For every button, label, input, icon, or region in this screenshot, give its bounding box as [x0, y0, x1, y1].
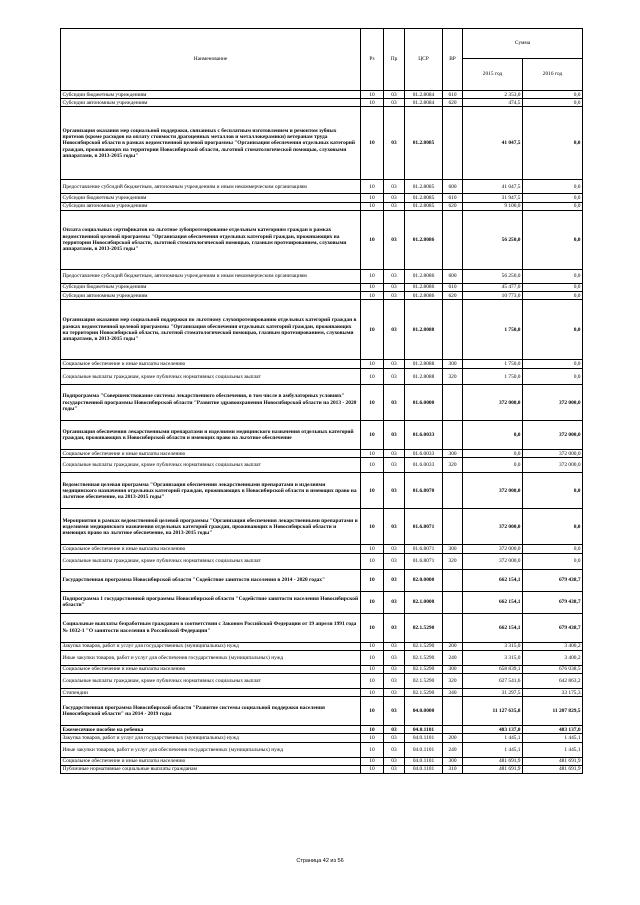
cell-sum-2015: 372 000,0	[463, 385, 523, 421]
cell-sum-2016: 0,0	[523, 180, 583, 194]
table-row	[61, 553, 583, 569]
table-body	[61, 91, 583, 774]
cell-sum-2015: 483 137,0	[463, 726, 523, 734]
cell-csr: 01.2.8088	[405, 300, 443, 360]
table-row	[61, 742, 583, 757]
cell-vr: 620	[443, 292, 463, 300]
cell-sum-2015: 0,0	[463, 458, 523, 473]
cell-sum-2015: 481 691,9	[463, 765, 523, 773]
cell-rz: 10	[361, 591, 384, 613]
cell-vr	[443, 591, 463, 613]
cell-pr: 03	[384, 360, 405, 369]
cell-sum-2016: 372 000,0	[523, 450, 583, 458]
cell-pr: 03	[384, 665, 405, 673]
cell-csr: 02.1.5290	[405, 650, 443, 665]
cell-name: Социальные выплаты гражданам, кроме публичных нормативных социальных выплат	[61, 369, 361, 385]
cell-rz: 10	[361, 742, 384, 757]
cell-sum-2015: 0,0	[463, 450, 523, 458]
cell-sum-2015: 2 353,0	[463, 91, 523, 99]
table-row	[61, 450, 583, 458]
table-row	[61, 734, 583, 742]
table-row	[61, 545, 583, 553]
cell-pr: 03	[384, 421, 405, 450]
cell-csr: 01.6.8071	[405, 545, 443, 553]
cell-rz: 10	[361, 650, 384, 665]
cell-pr: 03	[384, 689, 405, 697]
cell-csr: 01.6.0000	[405, 385, 443, 421]
cell-csr: 01.2.8086	[405, 283, 443, 291]
cell-sum-2016: 0,0	[523, 369, 583, 385]
cell-pr: 03	[384, 180, 405, 194]
cell-rz: 10	[361, 458, 384, 473]
cell-pr: 03	[384, 458, 405, 473]
cell-csr: 04.0.1101	[405, 726, 443, 734]
cell-sum-2016: 679 438,7	[523, 569, 583, 591]
header-name: Наименование	[61, 29, 361, 91]
cell-pr: 03	[384, 509, 405, 545]
cell-name: Государственная программа Новосибирской области "Развитие системы социальной поддержки населения Новосибирской области" на 2014 - 2019 годы	[61, 697, 361, 726]
cell-name: Подпрограмма 1 государственной программы Новосибирской области "Содействие занятости населения Новосибирской области"	[61, 591, 361, 613]
table-row	[61, 369, 583, 385]
cell-vr: 620	[443, 202, 463, 210]
cell-sum-2016: 11 207 829,5	[523, 697, 583, 726]
cell-vr: 300	[443, 665, 463, 673]
cell-vr: 340	[443, 689, 463, 697]
cell-sum-2015: 1 445,1	[463, 734, 523, 742]
cell-sum-2015: 1 750,0	[463, 360, 523, 369]
cell-pr: 03	[384, 569, 405, 591]
cell-name: Государственная программа Новосибирской области "Содействие занятости населения в 2014 - 2020 годах"	[61, 569, 361, 591]
cell-vr	[443, 300, 463, 360]
cell-pr: 03	[384, 202, 405, 210]
cell-rz: 10	[361, 613, 384, 642]
table-row	[61, 642, 583, 650]
cell-sum-2016: 0,0	[523, 210, 583, 269]
cell-name: Стипендии	[61, 689, 361, 697]
cell-vr: 320	[443, 553, 463, 569]
cell-rz: 10	[361, 697, 384, 726]
cell-sum-2015: 658 839,1	[463, 665, 523, 673]
cell-sum-2016: 0,0	[523, 553, 583, 569]
cell-vr	[443, 697, 463, 726]
cell-sum-2015: 41 047,5	[463, 180, 523, 194]
cell-csr: 02.1.5290	[405, 642, 443, 650]
cell-name: Предоставление субсидий бюджетным, автономным учреждениям и иным некоммерческим организациям	[61, 269, 361, 283]
cell-vr	[443, 385, 463, 421]
cell-rz: 10	[361, 545, 384, 553]
cell-sum-2016: 0,0	[523, 99, 583, 107]
cell-rz: 10	[361, 689, 384, 697]
table-row	[61, 421, 583, 450]
cell-sum-2015: 662 154,1	[463, 569, 523, 591]
cell-sum-2015: 10 773,0	[463, 292, 523, 300]
cell-pr: 03	[384, 450, 405, 458]
cell-pr: 03	[384, 369, 405, 385]
cell-sum-2016: 0,0	[523, 107, 583, 180]
cell-name: Социальное обеспечение и иные выплаты населению	[61, 665, 361, 673]
cell-pr: 03	[384, 300, 405, 360]
cell-sum-2015: 481 691,9	[463, 757, 523, 765]
cell-vr: 620	[443, 99, 463, 107]
cell-sum-2016: 679 438,7	[523, 613, 583, 642]
cell-sum-2015: 1 750,0	[463, 369, 523, 385]
cell-pr: 03	[384, 283, 405, 291]
cell-name: Социальное обеспечение и иные выплаты населению	[61, 360, 361, 369]
cell-pr: 03	[384, 642, 405, 650]
cell-vr: 600	[443, 180, 463, 194]
cell-sum-2016: 372 000,0	[523, 385, 583, 421]
cell-csr: 01.2.8088	[405, 360, 443, 369]
cell-vr: 310	[443, 765, 463, 773]
cell-csr: 01.2.8086	[405, 292, 443, 300]
cell-sum-2016: 0,0	[523, 360, 583, 369]
cell-name: Ежемесячное пособие на ребенка	[61, 726, 361, 734]
cell-csr: 01.2.8085	[405, 194, 443, 202]
cell-sum-2016: 0,0	[523, 202, 583, 210]
cell-sum-2015: 9 100,0	[463, 202, 523, 210]
cell-name: Закупка товаров, работ и услуг для государственных (муниципальных) нужд	[61, 642, 361, 650]
cell-name: Социальные выплаты безработным гражданам в соответствии с Законом Российской Федерации от 19 апреля 1991 года № 1032-1 "О занятости населения в Российской Федерации"	[61, 613, 361, 642]
cell-sum-2016: 0,0	[523, 91, 583, 99]
table-row	[61, 473, 583, 509]
cell-pr: 03	[384, 553, 405, 569]
cell-csr: 01.2.8084	[405, 91, 443, 99]
cell-csr: 01.6.0033	[405, 421, 443, 450]
cell-sum-2015: 56 250,0	[463, 269, 523, 283]
cell-name: Мероприятия в рамках ведомственной целевой программы "Организация обеспечения лекарственными препаратами и изделиями медицинского назначения отдельных категорий граждан, проживающих в Новосибирской области и имеющих право на льготное обеспечение, на 2013-2015 годы"	[61, 509, 361, 545]
cell-pr: 03	[384, 613, 405, 642]
cell-pr: 03	[384, 757, 405, 765]
cell-name: Публичные нормативные социальные выплаты гражданам	[61, 765, 361, 773]
cell-sum-2016: 0,0	[523, 194, 583, 202]
cell-rz: 10	[361, 180, 384, 194]
cell-sum-2016: 33 175,3	[523, 689, 583, 697]
cell-sum-2015: 662 154,1	[463, 613, 523, 642]
cell-rz: 10	[361, 421, 384, 450]
cell-vr: 240	[443, 650, 463, 665]
cell-sum-2016: 372 000,0	[523, 421, 583, 450]
cell-rz: 10	[361, 369, 384, 385]
cell-csr: 01.2.8086	[405, 210, 443, 269]
cell-sum-2016: 676 038,5	[523, 665, 583, 673]
cell-csr: 01.2.8085	[405, 180, 443, 194]
cell-name: Закупка товаров, работ и услуг для государственных (муниципальных) нужд	[61, 734, 361, 742]
cell-csr: 01.2.8085	[405, 202, 443, 210]
cell-sum-2015: 372 000,0	[463, 509, 523, 545]
header-sum: Сумма	[463, 29, 583, 59]
table-row	[61, 292, 583, 300]
table-row	[61, 99, 583, 107]
header-vr: ВР	[443, 29, 463, 91]
cell-sum-2015: 474,5	[463, 99, 523, 107]
header-pr: Пр	[384, 29, 405, 91]
cell-rz: 10	[361, 283, 384, 291]
table-row	[61, 202, 583, 210]
cell-rz: 10	[361, 450, 384, 458]
cell-rz: 10	[361, 385, 384, 421]
cell-sum-2016: 0,0	[523, 283, 583, 291]
table-row	[61, 269, 583, 283]
cell-name: Ведомственная целевая программа "Организация обеспечения лекарственными препаратами и изделиями медицинского назначения отдельных категорий граждан, проживающих в Новосибирской области и имеющих право на льготное обеспечение, на 2013-2015 годы"	[61, 473, 361, 509]
cell-csr: 02.1.0000	[405, 591, 443, 613]
table-row	[61, 689, 583, 697]
cell-name: Организация оказания мер социальной поддержки по льготному слухопротезированию отдельных категорий граждан в рамках ведомственной целевой программы "Организация обеспечения отдельных категорий граждан, проживающих на территории Новосибирской области, льготной стоматологической помощью, глазным протезированием, слуховыми аппаратами, в 2013-2015 годы"	[61, 300, 361, 360]
table-row	[61, 726, 583, 734]
header-csr: ЦСР	[405, 29, 443, 91]
cell-pr: 03	[384, 385, 405, 421]
cell-sum-2016: 0,0	[523, 473, 583, 509]
table-row	[61, 591, 583, 613]
cell-sum-2015: 41 047,5	[463, 107, 523, 180]
cell-csr: 01.6.8070	[405, 473, 443, 509]
cell-sum-2015: 31 297,5	[463, 689, 523, 697]
cell-sum-2016: 3 400,2	[523, 642, 583, 650]
table-row	[61, 180, 583, 194]
cell-pr: 03	[384, 545, 405, 553]
cell-pr: 03	[384, 650, 405, 665]
cell-rz: 10	[361, 107, 384, 180]
cell-name: Социальное обеспечение и иные выплаты населению	[61, 450, 361, 458]
table-row	[61, 91, 583, 99]
cell-pr: 03	[384, 292, 405, 300]
cell-sum-2015: 372 000,0	[463, 473, 523, 509]
cell-name: Предоставление субсидий бюджетным, автономным учреждениям и иным некоммерческим организациям	[61, 180, 361, 194]
cell-sum-2016: 481 691,9	[523, 765, 583, 773]
cell-pr: 03	[384, 591, 405, 613]
cell-csr: 01.6.8071	[405, 509, 443, 545]
cell-vr	[443, 473, 463, 509]
table-row	[61, 300, 583, 360]
cell-pr: 03	[384, 765, 405, 773]
cell-vr: 300	[443, 545, 463, 553]
cell-sum-2016: 0,0	[523, 292, 583, 300]
cell-vr: 300	[443, 757, 463, 765]
cell-pr: 03	[384, 742, 405, 757]
cell-sum-2016: 0,0	[523, 269, 583, 283]
cell-pr: 03	[384, 726, 405, 734]
cell-name: Социальные выплаты гражданам, кроме публичных нормативных социальных выплат	[61, 458, 361, 473]
cell-csr: 01.2.8086	[405, 269, 443, 283]
cell-csr: 02.1.5290	[405, 665, 443, 673]
table-row	[61, 360, 583, 369]
cell-pr: 03	[384, 99, 405, 107]
cell-vr	[443, 421, 463, 450]
cell-csr: 04.0.1101	[405, 742, 443, 757]
table-row	[61, 665, 583, 673]
cell-sum-2015: 56 250,0	[463, 210, 523, 269]
table-row	[61, 194, 583, 202]
cell-csr: 01.6.0033	[405, 450, 443, 458]
cell-sum-2016: 0,0	[523, 545, 583, 553]
cell-sum-2015: 11 127 635,8	[463, 697, 523, 726]
cell-sum-2015: 662 154,1	[463, 591, 523, 613]
cell-sum-2015: 31 947,5	[463, 194, 523, 202]
cell-vr: 320	[443, 458, 463, 473]
cell-name: Социальные выплаты гражданам, кроме публичных нормативных социальных выплат	[61, 674, 361, 689]
cell-sum-2016: 372 000,0	[523, 458, 583, 473]
cell-rz: 10	[361, 569, 384, 591]
cell-csr: 02.1.5290	[405, 689, 443, 697]
cell-pr: 03	[384, 107, 405, 180]
cell-rz: 10	[361, 300, 384, 360]
cell-csr: 01.6.8071	[405, 553, 443, 569]
cell-pr: 03	[384, 91, 405, 99]
cell-pr: 03	[384, 697, 405, 726]
cell-sum-2015: 45 477,0	[463, 283, 523, 291]
cell-name: Субсидии бюджетным учреждениям	[61, 283, 361, 291]
cell-name: Подпрограмма "Совершенствование системы лекарственного обеспечения, в том числе в амбулаторных условиях" государственной программы Новосибирской области "Развитие здравоохранения Новосибирской области на 2013 - 2020 годы"	[61, 385, 361, 421]
cell-name: Субсидии бюджетным учреждениям	[61, 91, 361, 99]
cell-rz: 10	[361, 734, 384, 742]
cell-csr: 01.2.8085	[405, 107, 443, 180]
cell-csr: 02.0.0000	[405, 569, 443, 591]
cell-vr	[443, 726, 463, 734]
cell-vr: 300	[443, 360, 463, 369]
table-row	[61, 697, 583, 726]
cell-csr: 04.0.0000	[405, 697, 443, 726]
table-row	[61, 674, 583, 689]
cell-vr: 610	[443, 194, 463, 202]
cell-sum-2015: 1 445,1	[463, 742, 523, 757]
cell-rz: 10	[361, 202, 384, 210]
cell-rz: 10	[361, 642, 384, 650]
cell-pr: 03	[384, 210, 405, 269]
cell-csr: 01.2.8084	[405, 99, 443, 107]
cell-rz: 10	[361, 360, 384, 369]
cell-vr: 320	[443, 674, 463, 689]
document-page	[60, 28, 582, 774]
cell-csr: 04.0.1101	[405, 765, 443, 773]
cell-sum-2016: 1 445,1	[523, 734, 583, 742]
cell-sum-2016: 483 137,0	[523, 726, 583, 734]
cell-pr: 03	[384, 269, 405, 283]
cell-csr: 02.1.5290	[405, 674, 443, 689]
cell-vr	[443, 210, 463, 269]
cell-sum-2016: 0,0	[523, 509, 583, 545]
cell-name: Субсидии автономным учреждениям	[61, 292, 361, 300]
cell-name: Социальное обеспечение и иные выплаты населению	[61, 757, 361, 765]
cell-vr	[443, 613, 463, 642]
cell-name: Иные закупки товаров, работ и услуг для обеспечения государственных (муниципальных) нужд	[61, 650, 361, 665]
budget-table	[60, 28, 583, 774]
table-row	[61, 385, 583, 421]
cell-sum-2016: 1 445,1	[523, 742, 583, 757]
cell-csr: 01.6.0033	[405, 458, 443, 473]
cell-vr: 240	[443, 742, 463, 757]
cell-sum-2016: 481 691,9	[523, 757, 583, 765]
cell-vr: 600	[443, 269, 463, 283]
cell-vr	[443, 509, 463, 545]
cell-name: Социальное обеспечение и иные выплаты населению	[61, 545, 361, 553]
table-row	[61, 569, 583, 591]
table-row	[61, 650, 583, 665]
table-row	[61, 210, 583, 269]
cell-sum-2015: 372 000,0	[463, 545, 523, 553]
cell-rz: 10	[361, 210, 384, 269]
cell-sum-2016: 679 438,7	[523, 591, 583, 613]
cell-rz: 10	[361, 292, 384, 300]
cell-sum-2015: 0,0	[463, 421, 523, 450]
table-row	[61, 613, 583, 642]
table-row	[61, 458, 583, 473]
cell-rz: 10	[361, 674, 384, 689]
table-row	[61, 283, 583, 291]
cell-rz: 10	[361, 509, 384, 545]
cell-name: Субсидии автономным учреждениям	[61, 99, 361, 107]
cell-sum-2015: 1 750,0	[463, 300, 523, 360]
cell-vr	[443, 107, 463, 180]
cell-rz: 10	[361, 91, 384, 99]
cell-rz: 10	[361, 665, 384, 673]
cell-name: Социальные выплаты гражданам, кроме публичных нормативных социальных выплат	[61, 553, 361, 569]
page-footer: Страница 42 из 56	[296, 858, 344, 864]
cell-name: Организация обеспечения лекарственными препаратами и изделиями медицинского назначения отдельных категорий граждан, проживающих в Новосибирской области и имеющих право на льготное обеспечение	[61, 421, 361, 450]
cell-csr: 01.2.8088	[405, 369, 443, 385]
cell-rz: 10	[361, 99, 384, 107]
cell-rz: 10	[361, 269, 384, 283]
header-year-2015: 2015 год	[463, 59, 523, 91]
cell-sum-2015: 3 315,0	[463, 650, 523, 665]
cell-vr: 200	[443, 642, 463, 650]
cell-name: Субсидии бюджетным учреждениям	[61, 194, 361, 202]
cell-pr: 03	[384, 473, 405, 509]
cell-pr: 03	[384, 674, 405, 689]
cell-vr: 320	[443, 369, 463, 385]
cell-rz: 10	[361, 194, 384, 202]
cell-pr: 03	[384, 734, 405, 742]
table-row	[61, 107, 583, 180]
cell-rz: 10	[361, 473, 384, 509]
header-year-2016: 2016 год	[523, 59, 583, 91]
header-rz: Рз	[361, 29, 384, 91]
cell-rz: 10	[361, 553, 384, 569]
cell-sum-2016: 0,0	[523, 300, 583, 360]
cell-name: Иные закупки товаров, работ и услуг для обеспечения государственных (муниципальных) нужд	[61, 742, 361, 757]
cell-vr: 610	[443, 91, 463, 99]
cell-vr: 610	[443, 283, 463, 291]
cell-sum-2015: 372 000,0	[463, 553, 523, 569]
cell-vr	[443, 569, 463, 591]
table-row	[61, 509, 583, 545]
cell-vr: 300	[443, 450, 463, 458]
cell-name: Организация оказания мер социальной поддержки, связанных с бесплатным изготовлением и ремонтом зубных протезов (кроме расходов на оплату стоимости драгоценных металлов и металлокерамики) ветеранам труда Новосибирской области в рамках ведомственной целевой программы "Организация обеспечения отдельных категорий граждан, проживающих на территории Новосибирской области, льготной стоматологической помощью, слуховыми аппаратами, в 2013-2015 годы"	[61, 107, 361, 180]
cell-sum-2015: 627 541,6	[463, 674, 523, 689]
table-row	[61, 765, 583, 773]
cell-sum-2016: 642 863,2	[523, 674, 583, 689]
cell-csr: 02.1.5290	[405, 613, 443, 642]
cell-sum-2015: 3 315,0	[463, 642, 523, 650]
cell-name: Оплата социальных сертификатов на льготное зубопротезирование отдельным категориям граждан в рамках ведомственной целевой программы "Организация обеспечения отдельных категорий граждан, проживающих на территории Новосибирской области, льготной стоматологической помощью, глазным протезированием, слуховыми аппаратами, в 2013-2015 годы"	[61, 210, 361, 269]
cell-name: Субсидии автономным учреждениям	[61, 202, 361, 210]
cell-rz: 10	[361, 765, 384, 773]
cell-sum-2016: 3 400,2	[523, 650, 583, 665]
cell-csr: 04.0.1101	[405, 757, 443, 765]
cell-csr: 04.0.1101	[405, 734, 443, 742]
table-row	[61, 757, 583, 765]
cell-vr: 200	[443, 734, 463, 742]
cell-rz: 10	[361, 726, 384, 734]
cell-rz: 10	[361, 757, 384, 765]
cell-pr: 03	[384, 194, 405, 202]
